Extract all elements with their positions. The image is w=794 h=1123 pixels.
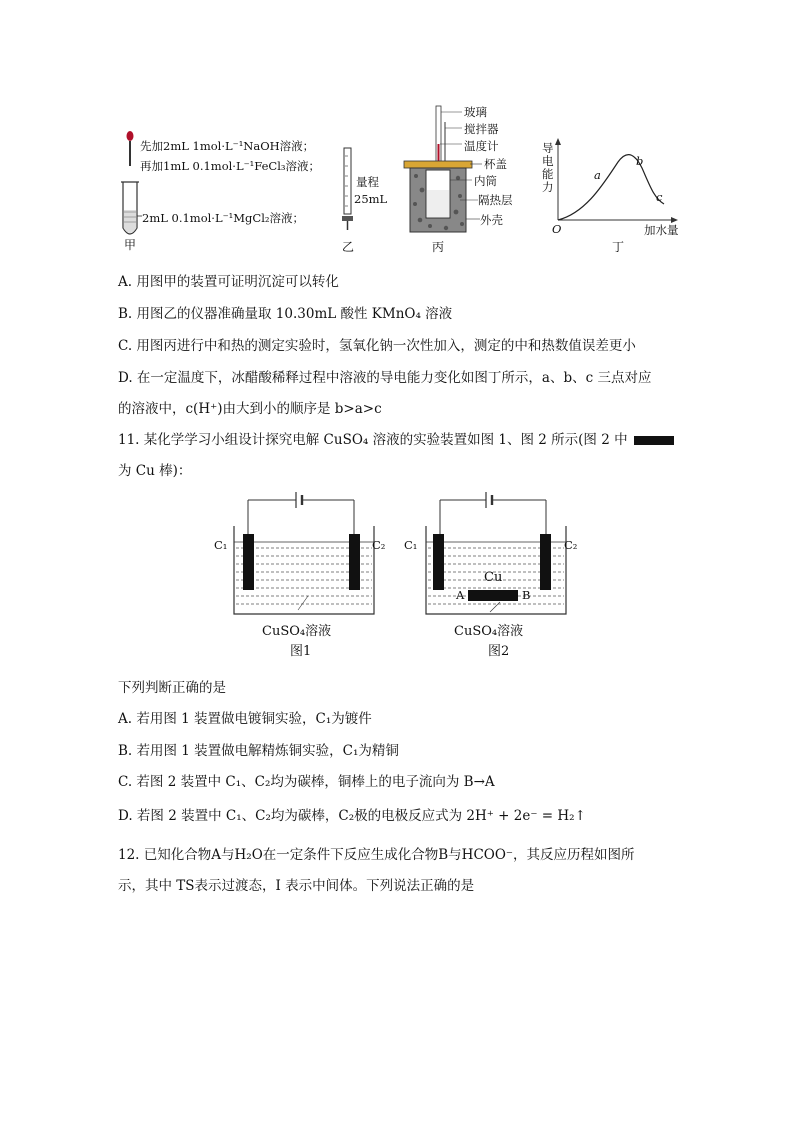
q12-stem-line1: 12. 已知化合物A与H₂O在一定条件下反应生成化合物B与HCOO⁻，其反应历程如图所 [118, 847, 635, 863]
point-c: c [656, 190, 663, 204]
q10-option-d-line2: 的溶液中，c(H⁺)由大到小的顺序是 b>a>c [118, 401, 382, 417]
q12-stem-line2: 示，其中 TS表示过渡态，I 表示中间体。下列说法正确的是 [118, 878, 475, 894]
figure-jia [118, 128, 328, 254]
q11-stem-line1 [118, 428, 674, 448]
fig2-b-label: B [522, 588, 531, 602]
fig1-solution-label: CuSO₄溶液 [262, 624, 332, 639]
q11-stem-line2: 为 Cu 棒)： [118, 463, 192, 479]
label-inner-cup: 内筒 [474, 174, 497, 188]
ding-xlabel: 加水量 [644, 223, 679, 237]
jia-text-1: 先加2mL 1mol·L⁻¹NaOH溶液； [140, 139, 315, 153]
q11-stem-text: 11. 某化学学习小组设计探究电解 CuSO₄ 溶液的实验装置如图 1、图 2 所示(图 2 中 [118, 432, 628, 448]
caption-jia: 甲 [124, 238, 137, 252]
fig2-a-label: A [456, 588, 465, 602]
fig2-c2-label: C₂ [564, 538, 578, 552]
label-insulation: 隔热层 [478, 193, 513, 207]
caption-bing: 丙 [432, 240, 445, 254]
label-thermometer: 温度计 [464, 139, 499, 153]
burette-range-label: 量程 [356, 175, 379, 189]
fig2-solution-label: CuSO₄溶液 [454, 624, 524, 639]
origin-label: O [552, 222, 562, 236]
ding-ylabel-char: 能 [542, 167, 554, 181]
ding-ylabel-char: 电 [542, 154, 554, 168]
ding-ylabel-char: 导 [542, 141, 554, 155]
label-lid: 杯盖 [484, 157, 507, 171]
fig2-c1-label: C₁ [404, 538, 418, 552]
label-shell: 外壳 [480, 213, 503, 227]
fig2-caption: 图2 [488, 644, 510, 659]
ding-ylabel [542, 142, 554, 194]
q10-option-d-line1: D. 在一定温度下，冰醋酸稀释过程中溶液的导电能力变化如图丁所示，a、b、c 三点对应 [118, 370, 652, 386]
q11-option-d: D. 若图 2 装置中 C₁、C₂均为碳棒，C₂极的电极反应式为 2H⁺ + 2e⁻ = H₂↑ [118, 808, 586, 824]
jia-text-2: 再加1mL 0.1mol·L⁻¹FeCl₃溶液； [140, 159, 321, 173]
fig1-c1-label: C₁ [214, 538, 228, 552]
burette-range-value: 25mL [354, 192, 388, 206]
fig1-c2-label: C₂ [372, 538, 386, 552]
q11-option-c: C. 若图 2 装置中 C₁、C₂均为碳棒，铜棒上的电子流向为 B→A [118, 774, 495, 790]
cu-rod-symbol [634, 436, 674, 445]
figure-bing [400, 104, 530, 256]
label-stirrer: 搅拌器 [464, 122, 499, 136]
label-glass: 玻璃 [464, 105, 487, 119]
q11-prompt: 下列判断正确的是 [118, 680, 226, 696]
figure-2 [404, 486, 584, 664]
ding-ylabel-char: 力 [542, 180, 554, 194]
fig2-cu-label: Cu [484, 570, 503, 585]
jia-text-3: 2mL 0.1mol·L⁻¹MgCl₂溶液； [142, 211, 305, 225]
q11-option-a: A. 若用图 1 装置做电镀铜实验，C₁为镀件 [118, 711, 372, 727]
q10-option-a: A. 用图甲的装置可证明沉淀可以转化 [118, 274, 339, 290]
q10-option-c: C. 用图丙进行中和热的测定实验时，氢氧化钠一次性加入，测定的中和热数值误差更小 [118, 338, 636, 354]
q11-option-b: B. 若用图 1 装置做电解精炼铜实验，C₁为精铜 [118, 743, 399, 759]
caption-yi: 乙 [342, 240, 355, 254]
figure-1 [212, 486, 392, 664]
point-a: a [594, 168, 601, 182]
figure-yi [336, 146, 396, 256]
caption-ding: 丁 [612, 240, 625, 254]
point-b: b [636, 154, 644, 168]
fig1-caption: 图1 [290, 644, 312, 659]
figure-ding [536, 138, 696, 256]
q10-option-b: B. 用图乙的仪器准确量取 10.30mL 酸性 KMnO₄ 溶液 [118, 306, 453, 322]
